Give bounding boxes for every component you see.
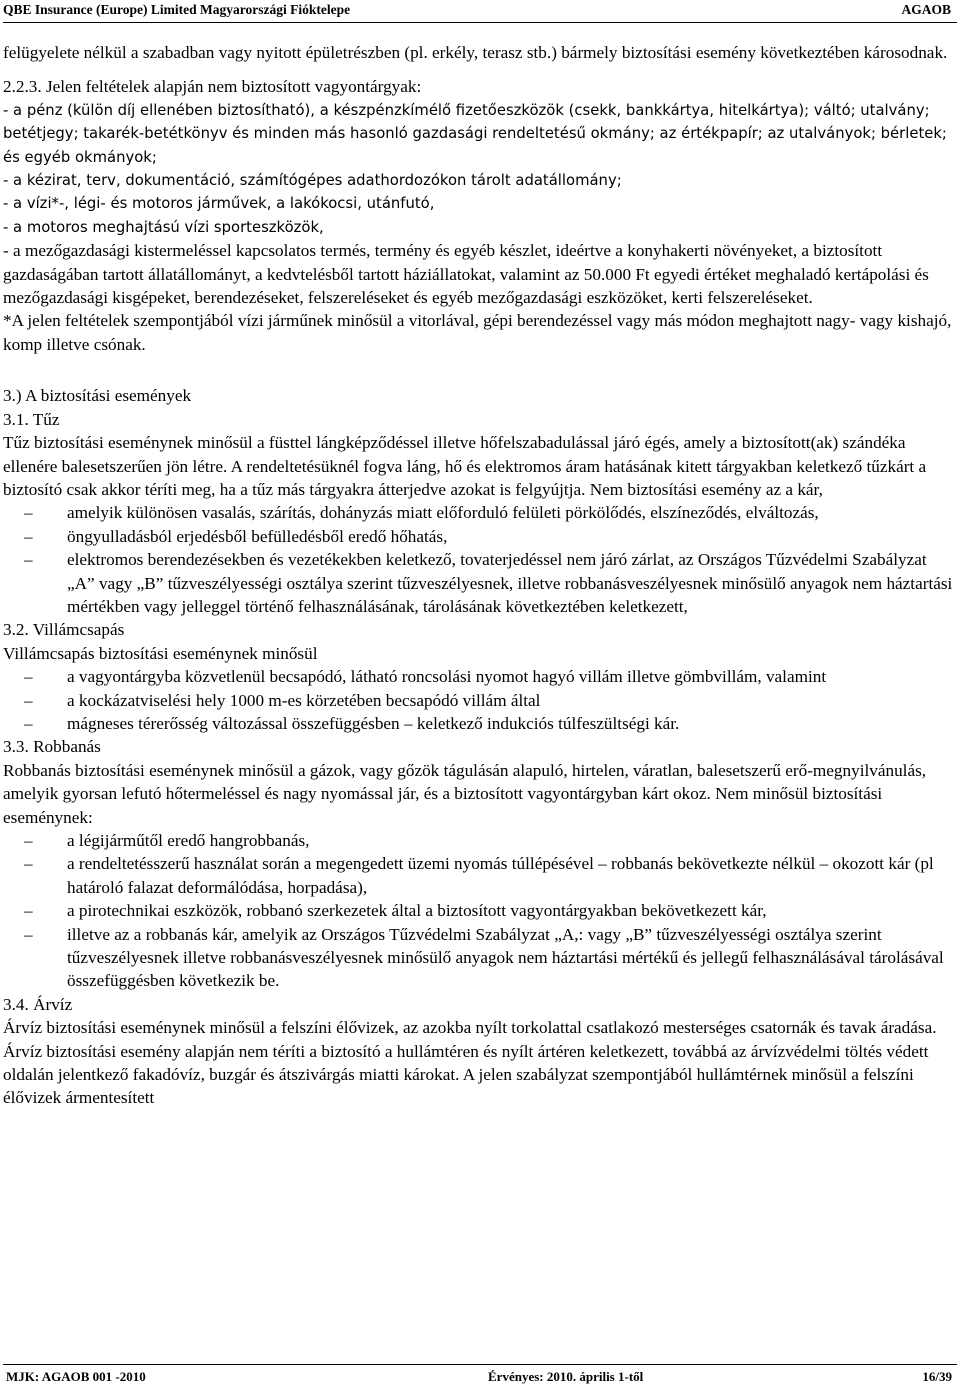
list-item — [3, 665, 957, 688]
dash-bullet: – — [24, 690, 33, 710]
list-item — [3, 899, 957, 922]
header-doc-code: AGAOB — [901, 2, 951, 17]
dash-bullet: – — [24, 503, 33, 523]
list-item-text: elektromos berendezésekben és vezetékekben keletkező, tovaterjedéssel nem járó zárlat, az Országos Tűzvédelmi Szabályzat „A” vagy „B” tűzveszélyességi osztálya szerint tűzveszélyesnek, illetve robbanásveszélyesnek minősülő anyagok nem háztartási mértékben vagy jelleggel történő felhasználásának, tárolásának következtében keletkezett, — [67, 550, 953, 616]
list-item-text: a pirotechnikai eszközök, robbanó szerkezetek által a biztosított vagyontárgyakban bekövetkezett kár, — [67, 901, 767, 921]
page-footer — [3, 1364, 957, 1384]
list-item — [3, 923, 957, 993]
list-item — [3, 525, 957, 548]
list-item — [3, 689, 957, 712]
excluded-item-manuscript: - a kézirat, terv, dokumentáció, számítógépes adathordozókon tárolt adatállomány; — [3, 172, 622, 190]
section-heading-3: 3.) A biztosítási események — [3, 386, 192, 406]
paragraph-continuation: felügyelete nélkül a szabadban vagy nyitott épületrészben (pl. erkély, terasz stb.) bármely biztosítási esemény következtében károsodnak. — [3, 43, 948, 62]
footer-page-number: 16/39 — [922, 1369, 952, 1384]
header-company-name: QBE Insurance (Europe) Limited Magyarországi Fióktelepe — [3, 2, 351, 17]
document-body — [3, 41, 957, 1110]
list-item-text: öngyulladásból erjedésből befülledésből eredő hőhatás, — [67, 526, 448, 546]
footer-document-code: MJK: AGAOB 001 -2010 — [6, 1369, 146, 1384]
dash-bullet: – — [24, 901, 33, 921]
list-item-text: a vagyontárgyba közvetlenül becsapódó, látható roncsolási nyomot hagyó villám illetve gömbvillám, valamint — [67, 667, 827, 687]
list-item — [3, 852, 957, 899]
list-item-text: illetve az a robbanás kár, amelyik az Országos Tűzvédelmi Szabályzat „A,: vagy „B” tűzveszélyességi osztálya szerint tűzveszélyesnek illetve robbanásveszélyesnek minősülő anyagok nem háztartási mértékű és jellegű felhasználásával tárolásával összefüggésben következik be. — [67, 924, 944, 991]
paragraph-fire: Tűz biztosítási eseménynek minősül a füsttel lángképződéssel illetve hőfelszabadulással járó égés, amely a biztosított(ak) szándéka ellenére balesetszerűen jön létre. A rendeltetésüknél fogva láng, hő és elektromos áram hatásának kitett tárgyakban keletkező tűzkárt a biztosító csak akkor téríti meg, ha a tűz más tárgyakra átterjedve azokat is felgyújtja. Nem biztosítási esemény az a kár, — [3, 433, 927, 499]
list-item — [3, 829, 957, 852]
footnote-water-vehicle: *A jelen feltételek szempontjából vízi járműnek minősül a vitorlával, gépi berendezéssel vagy más módon meghajtott nagy- vagy kishajó, komp illetve csónak. — [3, 311, 952, 354]
excluded-item-water-sports: - a motoros meghajtású vízi sporteszközök, — [3, 218, 324, 236]
dash-bullet: – — [24, 526, 33, 546]
list-item-text: amelyik különösen vasalás, szárítás, dohányzás miatt előforduló felületi pörkölődés, elszíneződés, elváltozás, — [67, 503, 819, 523]
dash-bullet: – — [24, 924, 33, 944]
section-heading-3-2: 3.2. Villámcsapás — [3, 620, 125, 640]
list-item-text: a kockázatviselési hely 1000 m-es körzetében becsapódó villám által — [67, 690, 541, 710]
section-heading-3-4: 3.4. Árvíz — [3, 994, 73, 1014]
section-heading-3-3: 3.3. Robbanás — [3, 737, 101, 757]
dash-bullet: – — [24, 854, 33, 874]
list-item-text: a légijárműtől eredő hangrobbanás, — [67, 831, 310, 850]
excluded-item-agriculture: - a mezőgazdasági kistermeléssel kapcsolatos termés, termény és egyéb készlet, ideértve a konyhakerti növényeket, a biztosított gazdaságában tartott állatállományt, a kedvtelésből tartott háziállatokat, valamint az 50.000 Ft egyedi értéket meghaladó kertápolási és mezőgazdasági kisgépeket, berendezéseket, felszereléseket és egyéb mezőgazdasági eszközöket, kerti felszereléseket. — [3, 241, 929, 308]
dash-bullet: – — [24, 713, 33, 733]
dash-bullet: – — [24, 667, 33, 687]
footer-validity-date: Érvényes: 2010. április 1-től — [488, 1369, 644, 1384]
section-heading-3-1: 3.1. Tűz — [3, 409, 60, 429]
dash-bullet: – — [24, 831, 33, 850]
page-header — [3, 0, 957, 23]
excluded-item-money: - a pénz (külön díj ellenében biztosítható), a készpénzkímélő fizetőeszközök (csekk, bankkártya, hitelkártya); váltó; utalvány; betétjegy; takarék-betétkönyv és minden más hasonló gazdasági rendeltetésű okmány; az értékpapír; az utalványok; bérletek; és egyéb okmányok; — [3, 101, 947, 166]
list-item-text: mágneses térerősség változással összefüggésben – keletkező indukciós túlfeszültségi kár. — [67, 713, 680, 733]
list-item — [3, 712, 957, 735]
paragraph-flood: Árvíz biztosítási eseménynek minősül a felszíni élővizek, az azokba nyílt torkolattal csatlakozó mesterséges csatornák és tavak áradása. Árvíz biztosítási esemény alapján nem téríti a biztosító a hullámtéren és nyílt ártéren keletkezett, továbbá az árvízvédelmi töltés védett oldalán jelentkező fakadóvíz, buzgár és átszivárgás miatti károkat. A jelen szabályzat szempontjából hullámtérnek minősül a felszíni élővizek ármentesített — [3, 1018, 937, 1108]
list-item-text: a rendeltetésszerű használat során a megengedett üzemi nyomás túllépésével – robbanás bekövetkezte nélkül – okozott kár (pl határoló falazat deformálódása, horpadása), — [67, 854, 934, 897]
list-item — [3, 548, 957, 618]
excluded-item-vehicles: - a vízi*-, légi- és motoros járművek, a lakókocsi, utánfutó, — [3, 195, 435, 213]
paragraph-explosion: Robbanás biztosítási eseménynek minősül a gázok, vagy gőzök tágulásán alapuló, hirtelen, váratlan, balesetszerű erő-megnyilvánulás, amelyik gyorsan lefutó hőtermeléssel és nagy nyomással jár, és a biztosított vagyontárgyban kárt okoz. Nem minősül biztosítási eseménynek: — [3, 760, 927, 827]
section-heading-2-2-3: 2.2.3. Jelen feltételek alapján nem biztosított vagyontárgyak: — [3, 77, 422, 97]
paragraph-lightning: Villámcsapás biztosítási eseménynek minősül — [3, 643, 318, 663]
dash-bullet: – — [24, 550, 33, 570]
list-item — [3, 501, 957, 524]
